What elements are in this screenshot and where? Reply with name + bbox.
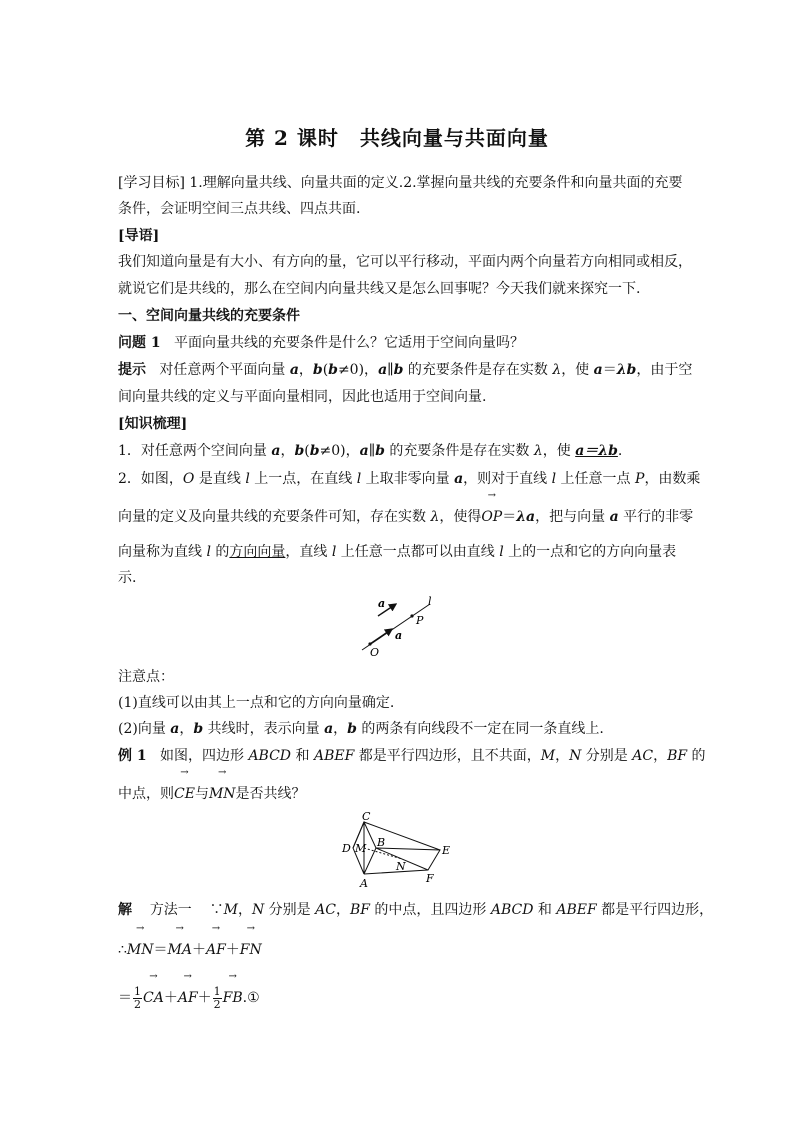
example-1-line-2: 中点，则→ CE与→ MN是否共线？: [118, 781, 678, 807]
fraction-half: $\frac{1}{2}$: [134, 984, 141, 1011]
knowledge-item-2-line-2: 向量的定义及向量共线的充要条件可知，存在实数 λ，使得→ OP＝λa，把与向量 a 平行的非零: [118, 504, 678, 530]
question-label: 问题 1: [118, 335, 161, 351]
label-a-top: a: [378, 597, 386, 610]
note-2: (2)向量 a，b 共线时，表示向量 a，b 的两条有向线段不一定在同一条直线上.: [118, 721, 604, 737]
fraction-half: $\frac{1}{2}$: [213, 984, 221, 1011]
page-title: 第 2 课时 共线向量与共面向量: [245, 126, 549, 150]
vector-op: → OP: [481, 504, 502, 530]
label-f: F: [426, 872, 434, 885]
label-a: A: [360, 877, 368, 890]
label-c: C: [362, 810, 371, 823]
label-n: N: [396, 860, 406, 873]
vector-ce: → CE: [174, 781, 195, 807]
label-e: E: [442, 844, 451, 857]
figure-parallelograms: [336, 812, 460, 892]
intro-tag: [导语]: [118, 228, 160, 244]
solution-equation-1: ∴→ MN＝→ MA＋→ AF＋→ FN: [118, 937, 678, 963]
solution-equation-2: ＝ $\frac{1}{2}$ → CA＋→ AF＋ $\frac{1}{2}$ → FB.①: [118, 985, 678, 1011]
figure-line-direction-vector: [350, 592, 450, 662]
label-l: l: [428, 595, 432, 608]
label-d: D: [342, 842, 351, 855]
label-m: M: [355, 842, 367, 855]
direction-vector-term: 方向向量: [229, 544, 286, 560]
notes-title: 注意点：: [118, 669, 174, 685]
knowledge-tag: [知识梳理]: [118, 416, 188, 432]
knowledge-item-2-line-3: 向量称为直线 l 的方向向量，直线 l 上任意一点都可以由直线 l 上的一点和它的方向向量表: [118, 544, 677, 560]
hint-line-1: 提示 对任意两个平面向量 a，b(b≠0)，a∥b 的充要条件是存在实数 λ，使 a＝λb，由于空: [118, 362, 693, 378]
vector-a-on-line: [370, 629, 392, 644]
intro-line-2: 就说它们是共线的，那么在空间内向量共线又是怎么回事呢？今天我们就来探究一下.: [118, 281, 641, 297]
segment-mn: [364, 848, 402, 859]
example-label: 例 1: [118, 748, 147, 764]
note-1: (1)直线可以由其上一点和它的方向向量确定.: [118, 695, 395, 711]
solution-line-1: 解 方法一 ∵M，N 分别是 AC，BF 的中点，且四边形 ABCD 和 ABEF 都是平行四边形，: [118, 902, 714, 918]
label-o: O: [370, 646, 380, 659]
objectives-line-2: 条件，会证明空间三点共线、四点共面.: [118, 201, 361, 217]
knowledge-item-2-line-1: 2．如图，O 是直线 l 上一点，在直线 l 上取非零向量 a，则对于直线 l 上任意一点 P，由数乘: [118, 471, 701, 487]
question-1: 问题 1 平面向量共线的充要条件是什么？它适用于空间向量吗？: [118, 335, 524, 351]
label-a-bottom: a: [395, 629, 403, 642]
vector-mn: → MN: [209, 781, 236, 807]
objectives-line-1: [学习目标] 1.理解向量共线、向量共面的定义.2.掌握向量共线的充要条件和向量共面的充要: [118, 175, 683, 191]
knowledge-item-1: 1．对任意两个空间向量 a，b(b≠0)，a∥b 的充要条件是存在实数 λ，使 a＝λb.: [118, 443, 623, 459]
label-b: B: [377, 836, 386, 849]
hint-line-2: 间向量共线的定义与平面向量相同，因此也适用于空间向量.: [118, 389, 487, 405]
answer-blank: a＝λb: [575, 443, 618, 459]
section-heading: 一、空间向量共线的充要条件: [118, 308, 300, 324]
objectives-tag: [学习目标]: [118, 175, 185, 191]
hint-label: 提示: [118, 362, 146, 378]
example-1-line-1: 例 1 如图，四边形 ABCD 和 ABEF 都是平行四边形，且不共面，M，N 分别是 AC，BF 的: [118, 748, 706, 764]
label-p: P: [416, 614, 424, 627]
solution-label: 解: [118, 902, 132, 918]
knowledge-item-2-line-4: 示.: [118, 570, 137, 586]
intro-line-1: 我们知道向量是有大小、有方向的量，它可以平行移动，平面内两个向量若方向相同或相反，: [118, 254, 692, 270]
point-p: [410, 614, 413, 617]
